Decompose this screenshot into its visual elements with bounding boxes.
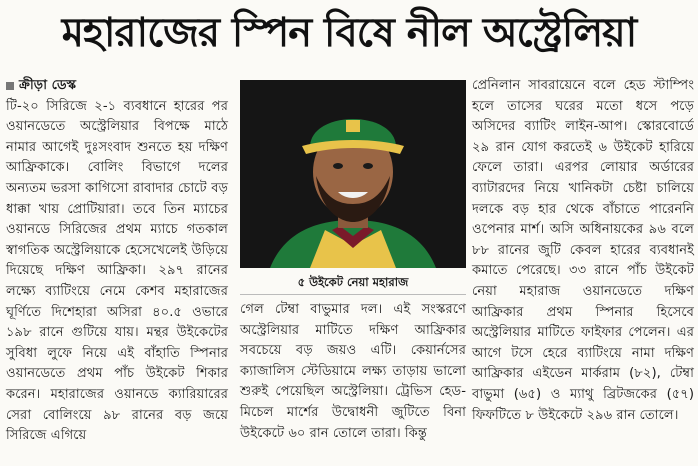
column-3-text: প্রেনিলান সাবরায়েনে বলে হেড স্টাম্পিং হলে তাসের ঘরের মতো ধসে পড়ে অসিদের ব্যাটিং লাইন-আপ। স্কোরবোর্ডে ২৯ রান যোগ করতেই ৬ উইকেট হারিয়ে ফেলে তারা। এরপর লোয়ার অর্ডারের ব্যাটারদের নিয়ে খানিকটা চেষ্টা চালিয়ে দলকে বড় হার থেকে বাঁচাতে পারেননি ওপেনার মার্শ। অসি অধিনায়কের ৯৬ বলে ৮৮ রানের জুটি কেবল হারের ব্যবধানই কমাতে পেরেছে। ৩৩ রানে পাঁচ উইকেট নেয়া মহারাজ ওয়ানডেতে দক্ষিণ আফ্রিকার প্রথম স্পিনার হিসেবে অস্ট্রেলিয়ার মাটিতে ফাইফার পেলেন। এর আগে টসে হেরে ব্যাটিংয়ে নামা দক্ষিণ আফ্রিকার এইডেন মার্করাম (৮২), টেম্বা বাভুমা (৬৫) ও ম্যাথু ব্রিটজকের (৫৭) ফিফটিতে ৮ উইকেটে ২৯৬ রান তোলে। (472, 78, 694, 423)
caption-divider (240, 294, 466, 295)
player-photo (240, 80, 466, 268)
article-column-2 (240, 300, 466, 444)
column-1-text: টি-২০ সিরিজে ২-১ ব্যবধানে হারের পর ওয়ানডেতে অস্ট্রেলিয়ার বিপক্ষে মাঠে নামার আগেই দুঃসংবাদ শুনতে হয় দক্ষিণ আফ্রিকাকে। বোলিং বিভাগে দলের অন্যতম ভরসা কাগিসো রাবাদার চোটে বড় ধাক্কা খায় প্রোটিয়ারা। তবে তিন ম্যাচের ওয়ানডে সিরিজের প্রথম ম্যাচে গতকাল স্বাগতিক অস্ট্রেলিয়াকে হেসেখেলেই উড়িয়ে দিয়েছে দক্ষিণ আফ্রিকা। ২৯৭ রানের লক্ষ্যে ব্যাটিংয়ে নেমে কেশব মহারাজের ঘূর্ণিতে দিশেহারা অসিরা ৪০.৫ ওভারে ১৯৮ রানে গুটিয়ে যায়। মন্থর উইকেটের সুবিধা লুফে নিয়ে এই বাঁহাতি স্পিনার ওয়ানডেতে প্রথম পাঁচ উইকেট শিকার করেন। মহারাজের ওয়ানডে ক্যারিয়ারের সেরা বোলিংয়ে ৯৮ রানের বড় জয়ে সিরিজে এগিয়ে (6, 98, 228, 444)
player-photo-illustration (240, 80, 466, 268)
desk-label: ক্রীড়া ডেস্ক (19, 78, 77, 93)
article-column-1 (6, 76, 228, 447)
headline: মহারাজের স্পিন বিষে নীল অস্ট্রেলিয়া (61, 9, 637, 56)
photo-caption: ৫ উইকেট নেয়া মহারাজ (297, 275, 409, 289)
byline (6, 76, 228, 97)
column-2-text: গেল টেম্বা বাভুমার দল। এই সংস্করণে অস্ট্রেলিয়ার মাটিতে দক্ষিণ আফ্রিকার সবচেয়ে বড় জয়ও এটি। কেয়ার্নসের ক্যাজালিস স্টেডিয়ামে লক্ষ্য তাড়ায় ভালো শুরুই পেয়েছিল অস্ট্রেলিয়া। ট্রেভিস হেড-মিচেল মার্শের উদ্বোধনী জুটিতে বিনা উইকেটে ৬০ রান তোলে তারা। কিন্তু (240, 302, 466, 441)
bullet-icon (6, 82, 14, 90)
article-column-3 (472, 76, 694, 426)
